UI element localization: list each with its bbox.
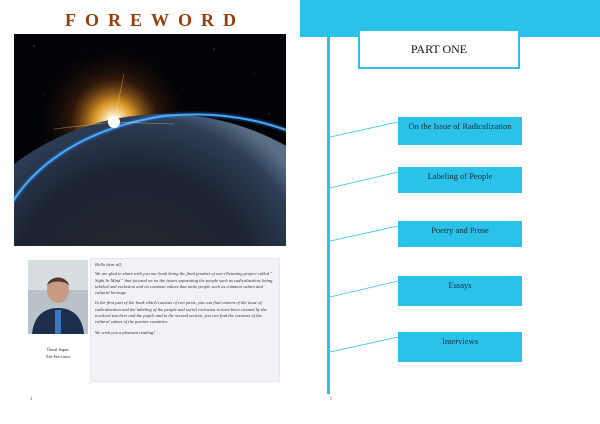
topic-poetry-and-prose[interactable]: Poetry and Prose [398,221,522,247]
topic-radicalization[interactable]: On the Issue of Radicalization [398,117,522,145]
topic-labeling-of-people[interactable]: Labeling of People [398,167,522,193]
letter-paragraph-1: We are glad to share with you our book being the final product of our eTwinning project called " Sight In Mind " that focused on on the issues separating the people such as radicalization, being labeled and exclusion and on common values that unite people such as common values and cultural heritage. [95,271,273,296]
earth-sunrise-image [14,34,286,246]
foreword-title: FOREWORD [65,10,245,30]
author-photo [28,260,88,334]
letter-greeting: Hello dear all, [95,262,122,267]
topic-interviews[interactable]: Interviews [398,332,522,362]
letter-closing: We wish you a pleasant reading! [95,329,155,335]
foreword-letter [90,258,280,382]
part-title: PART ONE [410,41,468,56]
right-page [300,0,600,424]
part-one-box [358,29,520,69]
author-name: Ünsal Sapar [47,347,69,352]
page-number-left: 4 [30,396,32,401]
page-number-right: 5 [330,396,332,401]
letter-paragraph-2: In the first part of the book which consists of two parts, you can find content of the issue of radicalization and the labeling of the people and social exclusion to have been created by the involved teachers and the pupils and in the second section, you can find the contents of the cultural values of the partner countries. [95,300,267,325]
topic-essays[interactable]: Essays [398,276,522,306]
author-school: Zile Fen Lisesi [46,354,70,359]
